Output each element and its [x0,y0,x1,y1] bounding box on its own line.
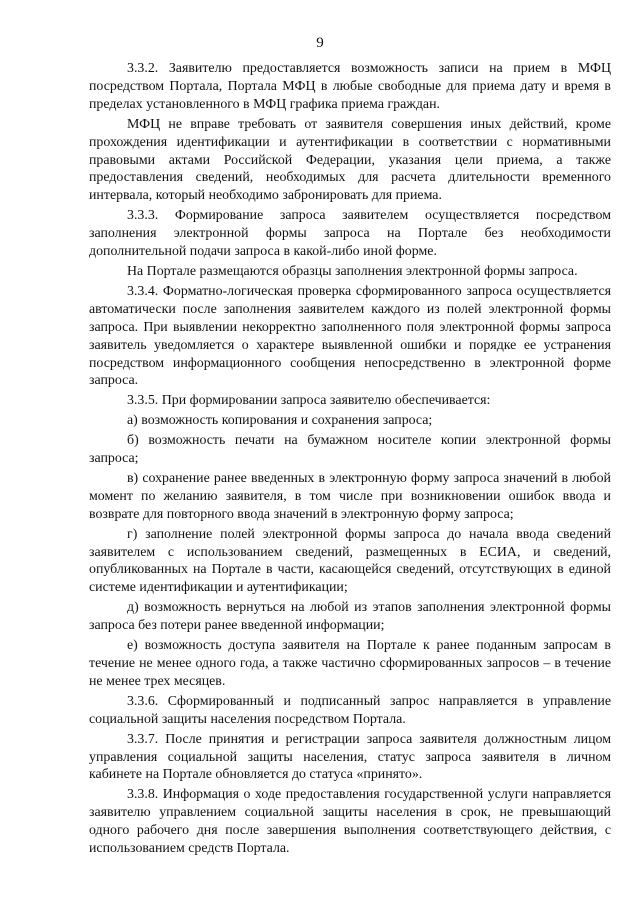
list-item-v: в) сохранение ранее введенных в электронную форму запроса значений в любой момент по желанию заявителя, в том числе при возникновении ошибок ввода и возврате для повторного ввода значений в электронную форму запроса; [89,470,611,522]
page-number: 9 [316,35,324,51]
document-body [89,60,611,860]
list-item-e: е) возможность доступа заявителя на Портале к ранее поданным запросам в течение не менее одного года, а также частично сформированных запросов – в течение не менее трех месяцев. [89,638,611,689]
paragraph-mfc-restrictions: МФЦ не вправе требовать от заявителя совершения иных действий, кроме прохождения идентификации и аутентификации в соответствии с нормативными правовыми актами Российской Федерации, указания цели приема, а также предоставления сведений, необходимых для расчета длительности временного интервала, который необходимо забронировать для приема. [89,116,611,204]
paragraph-3-3-4: 3.3.4. Форматно-логическая проверка сформированного запроса осуществляется автоматически после заполнения заявителем каждого из полей электронной формы запроса. При выявлении некорректно заполненного поля электронной формы запроса заявитель уведомляется о характере выявленной ошибки и порядке ее устранения посредством информационного сообщения непосредственно в электронной форме запроса. [89,283,611,389]
paragraph-3-3-8: 3.3.8. Информация о ходе предоставления государственной услуги направляется заявителю управлением социальной защиты населения в срок, не превышающий одного рабочего дня после завершения выполнения соответствующего действия, с использованием средств Портала. [89,787,611,857]
list-item-a: а) возможность копирования и сохранения запроса; [127,413,433,429]
paragraph-3-3-7: 3.3.7. После принятия и регистрации запроса заявителя должностным лицом управления социальной защиты населения, статус запроса заявителя в личном кабинете на Портале обновляется до статуса «принято». [89,731,611,783]
paragraph-3-3-3: 3.3.3. Формирование запроса заявителем осуществляется посредством заполнения электронной формы запроса на Портале без необходимости дополнительной подачи запроса в какой-либо иной форме. [89,208,611,260]
paragraph-3-3-2: 3.3.2. Заявителю предоставляется возможность записи на прием в МФЦ посредством Портала, Портала МФЦ в любые свободные для приема дату и время в пределах установленного в МФЦ графика приема граждан. [89,61,611,112]
paragraph-3-3-6: 3.3.6. Сформированный и подписанный запрос направляется в управление социальной защиты населения посредством Портала. [89,693,611,727]
list-item-g: г) заполнение полей электронной формы запроса до начала ввода сведений заявителем с использованием сведений, размещенных в ЕСИА, и сведений, опубликованных на Портале в части, касающейся сведений, отсутствующих в единой системе идентификации и аутентификации; [89,526,611,596]
list-item-b: б) возможность печати на бумажном носителе копии электронной формы запроса; [89,433,611,467]
paragraph-form-samples: На Портале размещаются образцы заполнения электронной формы запроса. [127,263,578,279]
list-item-d: д) возможность вернуться на любой из этапов заполнения электронной формы запроса без потери ранее введенной информации; [89,600,611,634]
paragraph-3-3-5: 3.3.5. При формировании запроса заявителю обеспечивается: [127,393,491,409]
